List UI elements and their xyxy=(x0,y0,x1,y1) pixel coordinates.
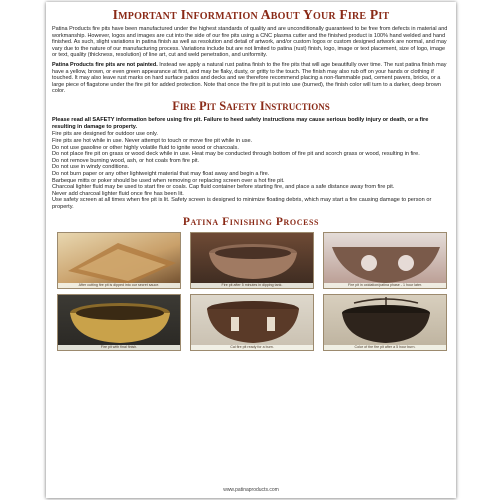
fire-pit-bowl-image xyxy=(191,295,314,350)
safety-item: Never add charcoal lighter fluid once fire has been lit. xyxy=(52,190,184,197)
fire-pit-bowl-image xyxy=(191,233,314,288)
fire-pit-bowl-image xyxy=(58,295,181,350)
footer-url[interactable]: www.patinaproducts.com xyxy=(223,487,279,493)
photo-caption: Cal fire pit ready for a burn. xyxy=(191,345,313,350)
safety-item: Do not use in windy conditions. xyxy=(52,164,130,171)
paint-body: Instead we apply a natural rust patina finish to the fire pits that will age beautifully over time. The rust patina finish may have a yellow, brown, or even green appearance at first, and may be flaky, dusty, or gritty to the touch. The finish may also rub off on your hands or clothing if touched. It may also leave rust marks on hard surface patios and decks and we therefore recommend placing a non-flammable pad, cement pavers, bricks, or a large piece of flagstone under the fire pit for added protection. Note that once the fire pit is put into use (burned), the finish color will turn to a darker, deep brown color. xyxy=(52,61,447,95)
patina-title: Patina Finishing Process xyxy=(182,216,320,229)
safety-item: Barbeque mitts or poker should be used when removing or replacing screen over a hot fire pit. xyxy=(52,177,285,184)
photo-after-burn xyxy=(323,294,447,351)
page-title: Important Information About Your Fire Pit xyxy=(112,7,390,22)
photo-final-finish xyxy=(57,294,181,351)
patina-photo-grid xyxy=(52,232,450,351)
intro-paragraph: Patina Products fire pits have been manufactured under the highest standards of quality and are unconditionally guaranteed to be free from defects in material and workmanship. However, logos and images are cut into the side of our fire pits using a CNC plasma cutter and the finished product is 100% hand welded and hand finished. As such, slight variations in patina finish as well as resolution and detail of artwork, and/or custom logos or custom designed artwork are normal, and may vary due to the nature of our manufacturing process. Variations include but are not limited to patina (rust) finish, logo, image or text placement, size of logo, image or text, quality (thickness, resolution) of line art, cut and weld penetration, and uniformity. xyxy=(52,26,448,59)
photo-oxidation xyxy=(323,232,447,289)
safety-item: Do not use gasoline or other highly volatile fluid to ignite wood or charcoals. xyxy=(52,144,239,151)
safety-item: Do not burn paper or any other lightweight material that may float away and begin a fire. xyxy=(52,170,270,177)
safety-item: Do not remove burning wood, ash, or hot coals from fire pit. xyxy=(52,157,200,164)
photo-caption: Color of the fire pit after a 5 hour burn. xyxy=(324,345,446,350)
fire-pit-bowl-image xyxy=(324,295,447,350)
photo-caption: After cutting fire pit is dipped into our secret sauce. xyxy=(58,283,180,288)
document-page xyxy=(46,2,456,498)
paint-paragraph xyxy=(52,62,450,95)
photo-caption: Fire pit after 5 minutes in dipping tank. xyxy=(191,283,313,288)
safety-item: Charcoal lighter fluid may be used to start fire or coals. Cap fluid container before starting fire, and place a safe distance away from fire pit. xyxy=(52,184,395,191)
photo-ready-for-burn xyxy=(190,294,314,351)
photo-dipping-tank xyxy=(190,232,314,289)
safety-item: Fire pits are hot while in use. Never attempt to touch or move fire pit while in use. xyxy=(52,137,253,144)
safety-item: Fire pits are designed for outdoor use only. xyxy=(52,131,158,138)
safety-intro: Please read all SAFETY information before using fire pit. Failure to heed safety instructions may cause serious bodily injury or death, or a fire resulting in damage to property. xyxy=(52,116,429,130)
safety-item: Do not place fire pit on grass or wood deck while in use. Heat may be conducted through bottom of fire pit and scorch grass or wood, resulting in fire. xyxy=(52,151,420,158)
fire-pit-bowl-image xyxy=(58,233,181,288)
photo-caption: Fire pit with final finish. xyxy=(58,345,180,350)
safety-title: Fire Pit Safety Instructions xyxy=(172,98,330,113)
safety-list xyxy=(52,131,450,210)
fire-pit-bowl-image xyxy=(324,233,447,288)
photo-caption: Fire pit in oxidation/patina phase - 1 hour later. xyxy=(324,283,446,288)
safety-item: Use safety screen at all times when fire pit is lit. Safety screen is designed to minimize floating debris, which may start a fire causing damage to person or property. xyxy=(52,197,432,210)
paint-lead: Patina Products fire pits are not painted. xyxy=(52,61,158,68)
photo-dipping xyxy=(57,232,181,289)
